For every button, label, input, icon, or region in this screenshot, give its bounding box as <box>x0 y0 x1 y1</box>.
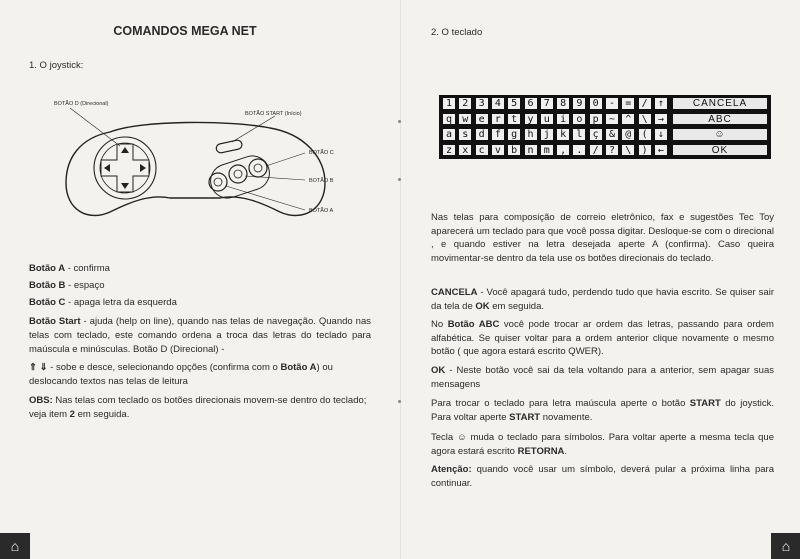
label-button-b: BOTÃO B <box>309 178 334 184</box>
keyboard-key[interactable]: ? <box>605 144 619 157</box>
keyboard-key[interactable]: b <box>507 144 521 157</box>
keyboard-key[interactable]: 4 <box>491 97 505 110</box>
binding-hole <box>398 120 401 123</box>
section-teclado: 2. O teclado <box>431 27 483 38</box>
page-corner-logo-icon: ⌂ <box>771 533 800 559</box>
keyboard-wide-key[interactable]: ☺ <box>672 128 768 141</box>
para-abc: No Botão ABC você pode trocar ar ordem das letras, passando para ordem alfabética. Se quiser voltar para a ordem anterior clique novamente o mesmo botão ( que agora estará escrito QWER). <box>431 319 774 358</box>
obs-note: OBS: Nas telas com teclado os botões direcionais movem-se dentro do teclado; veja item 2 em seguida. <box>29 395 367 420</box>
keyboard-key[interactable]: 5 <box>507 97 521 110</box>
right-page <box>400 0 800 559</box>
item-botao-b: Botão B - espaço <box>29 280 105 291</box>
keyboard-key[interactable]: r <box>491 113 505 126</box>
start-button <box>215 139 242 153</box>
keyboard-key[interactable]: . <box>572 144 586 157</box>
para-intro: Nas telas para composição de correio eletrônico, fax e sugestões Tec Toy aparecerá um teclado para que você possa digitar. Desloque-se com o direcional , e quando estiver na letra desejada aperte A (confirma). Caso queira movimentar-se dentro da tela use os botões direcionais do teclado. <box>431 212 774 264</box>
keyboard-key[interactable]: 9 <box>572 97 586 110</box>
controller-body <box>66 122 325 215</box>
keyboard-key[interactable]: v <box>491 144 505 157</box>
keyboard-key[interactable]: = <box>621 97 635 110</box>
keyboard-key[interactable]: 8 <box>556 97 570 110</box>
keyboard-key[interactable]: f <box>491 128 505 141</box>
label-start: BOTÃO START (Início) <box>245 111 302 117</box>
joystick-diagram <box>40 98 360 238</box>
label-button-a: BOTÃO A <box>309 208 334 214</box>
keyboard-wide-key[interactable]: OK <box>672 144 768 157</box>
section-joystick: 1. O joystick: <box>29 60 84 71</box>
keyboard-key[interactable]: - <box>605 97 619 110</box>
keyboard-key[interactable]: z <box>442 144 456 157</box>
keyboard-key[interactable]: 0 <box>589 97 603 110</box>
page-title: COMANDOS MEGA NET <box>113 24 257 38</box>
keyboard-key[interactable]: \ <box>638 113 652 126</box>
item-botao-start: Botão Start - ajuda (help on line), quando nas telas de navegação. Quando nas telas com teclado, este comando ordena a troca das letras do teclado para maúscula e minúsculas. Botão D (Direcional) - <box>29 316 371 355</box>
keyboard-key[interactable]: & <box>605 128 619 141</box>
keyboard-key[interactable]: 1 <box>442 97 456 110</box>
keyboard-key[interactable]: ~ <box>605 113 619 126</box>
keyboard-key[interactable]: w <box>458 113 472 126</box>
keyboard-key[interactable]: ← <box>654 144 668 157</box>
keyboard-key[interactable]: 3 <box>475 97 489 110</box>
keyboard-key[interactable]: 7 <box>540 97 554 110</box>
onscreen-keyboard <box>439 95 771 159</box>
button-a <box>209 173 227 191</box>
keyboard-key[interactable]: / <box>589 144 603 157</box>
keyboard-key[interactable]: c <box>475 144 489 157</box>
keyboard-key[interactable]: d <box>475 128 489 141</box>
keyboard-key[interactable]: k <box>556 128 570 141</box>
keyboard-key[interactable]: n <box>524 144 538 157</box>
dpad-ring <box>94 137 156 199</box>
keyboard-key[interactable]: o <box>572 113 586 126</box>
dpad-left-arrow-icon <box>104 164 110 172</box>
binding-hole <box>398 178 401 181</box>
page-corner-logo-icon: ⌂ <box>0 533 30 559</box>
keyboard-key[interactable]: m <box>540 144 554 157</box>
binding-hole <box>398 400 401 403</box>
keyboard-key[interactable]: ) <box>638 144 652 157</box>
keyboard-key[interactable]: h <box>524 128 538 141</box>
keyboard-key[interactable]: ( <box>638 128 652 141</box>
keyboard-wide-key[interactable]: CANCELA <box>672 97 768 110</box>
keyboard-key[interactable]: x <box>458 144 472 157</box>
button-b <box>229 165 247 183</box>
keyboard-key[interactable]: ^ <box>621 113 635 126</box>
para-atencao: Atenção: quando você usar um símbolo, deverá pular a próxima linha para continuar. <box>431 464 774 489</box>
keyboard-key[interactable]: u <box>540 113 554 126</box>
keyboard-key[interactable]: / <box>638 97 652 110</box>
keyboard-key[interactable]: \ <box>621 144 635 157</box>
keyboard-key[interactable]: ↑ <box>654 97 668 110</box>
keyboard-key[interactable]: ç <box>589 128 603 141</box>
keyboard-key[interactable]: @ <box>621 128 635 141</box>
keyboard-wide-key[interactable]: ABC <box>672 113 768 126</box>
up-down-arrows-icon: ⇑ ⇓ <box>29 362 48 373</box>
para-cancela: CANCELA - Você apagará tudo, perdendo tudo que havia escrito. Se quiser sair da tela de OK em seguida. <box>431 287 774 312</box>
keyboard-key[interactable]: y <box>524 113 538 126</box>
keyboard-key[interactable]: 6 <box>524 97 538 110</box>
keyboard-key[interactable]: p <box>589 113 603 126</box>
keyboard-key[interactable]: → <box>654 113 668 126</box>
keyboard-key[interactable]: ↓ <box>654 128 668 141</box>
item-botao-c: Botão C - apaga letra da esquerda <box>29 297 177 308</box>
keyboard-key[interactable]: l <box>572 128 586 141</box>
keyboard-key[interactable]: , <box>556 144 570 157</box>
dpad-right-arrow-icon <box>140 164 146 172</box>
keyboard-key[interactable]: j <box>540 128 554 141</box>
keyboard-key[interactable]: e <box>475 113 489 126</box>
item-botao-a: Botão A - confirma <box>29 263 110 274</box>
keyboard-key[interactable]: s <box>458 128 472 141</box>
keyboard-key[interactable]: t <box>507 113 521 126</box>
button-c <box>249 159 267 177</box>
keyboard-key[interactable]: 2 <box>458 97 472 110</box>
keyboard-key[interactable]: i <box>556 113 570 126</box>
para-start: Para trocar o teclado para letra maúscula aperte o botão START do joystick. Para voltar aperte START novamente. <box>431 398 774 423</box>
label-button-c: BOTÃO C <box>309 150 334 156</box>
para-ok: OK - Neste botão você sai da tela voltando para a anterior, sem apagar suas mensagens <box>431 365 774 390</box>
keyboard-key[interactable]: q <box>442 113 456 126</box>
item-direcional: ⇑ ⇓ - sobe e desce, selecionando opções (confirma com o Botão A) ou deslocando textos nas telas de leitura <box>29 362 333 387</box>
dpad-down-arrow-icon <box>121 183 129 189</box>
keyboard-key[interactable]: g <box>507 128 521 141</box>
dpad-up-arrow-icon <box>121 147 129 153</box>
label-dpad: BOTÃO D (Direcional) <box>54 101 109 107</box>
keyboard-key[interactable]: a <box>442 128 456 141</box>
para-simbolos: Tecla ☺ muda o teclado para símbolos. Para voltar aperte a mesma tecla que agora estará escrito RETORNA. <box>431 432 774 457</box>
